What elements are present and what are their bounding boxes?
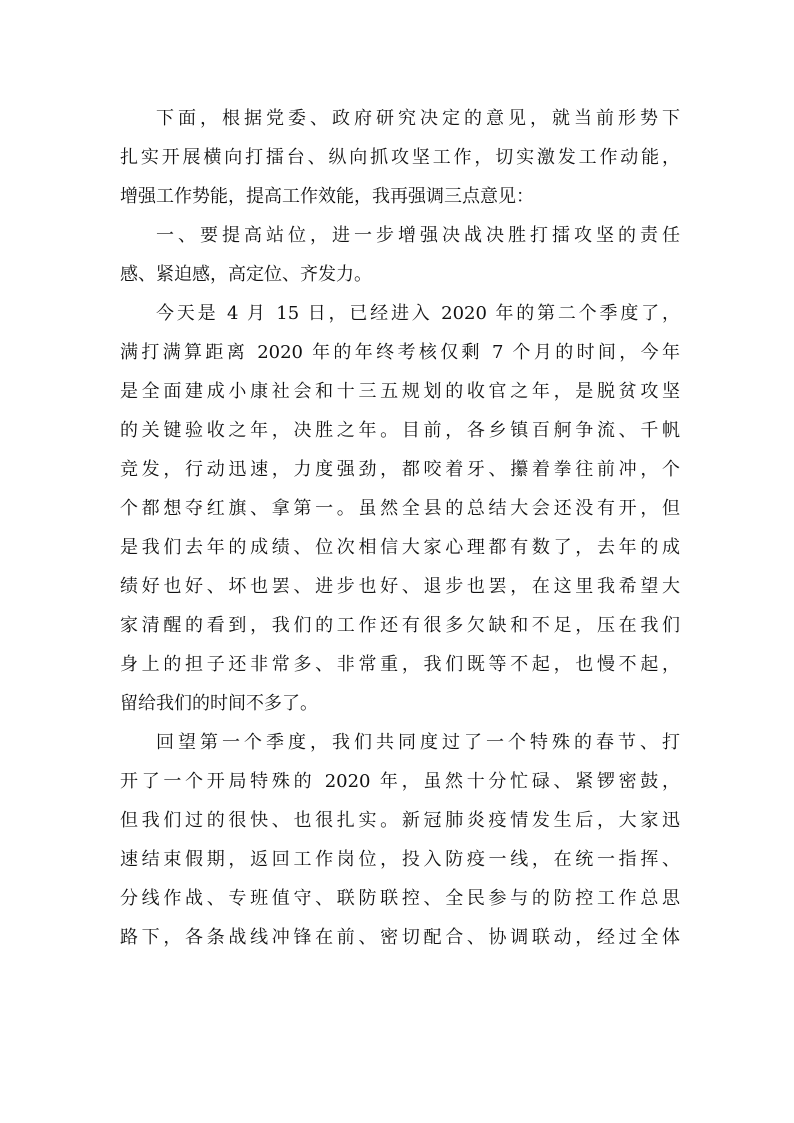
text-line: 个都想夺红旗、拿第一。虽然全县的总结大会还没有开，但 (120, 498, 680, 519)
document-body (120, 99, 680, 957)
text-line: 是全面建成小康社会和十三五规划的收官之年，是脱贫攻坚 (120, 381, 680, 402)
text-line: 分线作战、专班值守、联防联控、全民参与的防控工作总思 (120, 888, 680, 909)
text-line: 速结束假期，返回工作岗位，投入防疫一线，在统一指挥、 (120, 849, 680, 870)
text-line: 家清醒的看到，我们的工作还有很多欠缺和不足，压在我们 (120, 615, 680, 636)
text-line: 满打满算距离 2020 年的年终考核仅剩 7 个月的时间，今年 (120, 342, 680, 363)
text-line: 增强工作势能，提高工作效能，我再强调三点意见： (120, 186, 534, 207)
text-line: 一、要提高站位，进一步增强决战决胜打擂攻坚的责任 (156, 225, 680, 246)
text-line: 今天是 4 月 15 日，已经进入 2020 年的第二个季度了， (156, 303, 680, 324)
text-line: 回望第一个季度，我们共同度过了一个特殊的春节、打 (156, 732, 680, 753)
text-line: 的关键验收之年，决胜之年。目前，各乡镇百舸争流、千帆 (120, 420, 680, 441)
text-line: 竞发，行动迅速，力度强劲，都咬着牙、攥着拳往前冲，个 (120, 459, 680, 480)
text-line: 身上的担子还非常多、非常重，我们既等不起，也慢不起， (120, 654, 680, 675)
text-line: 绩好也好、坏也罢、进步也好、退步也罢，在这里我希望大 (120, 576, 680, 597)
text-line: 留给我们的时间不多了。 (120, 693, 318, 714)
text-line: 路下，各条战线冲锋在前、密切配合、协调联动，经过全体 (120, 927, 680, 948)
text-line: 感、紧迫感，高定位、齐发力。 (120, 264, 372, 285)
text-line: 但我们过的很快、也很扎实。新冠肺炎疫情发生后，大家迅 (120, 810, 680, 831)
text-line: 开了一个开局特殊的 2020 年，虽然十分忙碌、紧锣密鼓， (120, 771, 680, 792)
text-line: 扎实开展横向打擂台、纵向抓攻坚工作，切实激发工作动能， (120, 147, 680, 168)
text-line: 下面，根据党委、政府研究决定的意见，就当前形势下 (156, 108, 680, 129)
text-line: 是我们去年的成绩、位次相信大家心理都有数了，去年的成 (120, 537, 680, 558)
